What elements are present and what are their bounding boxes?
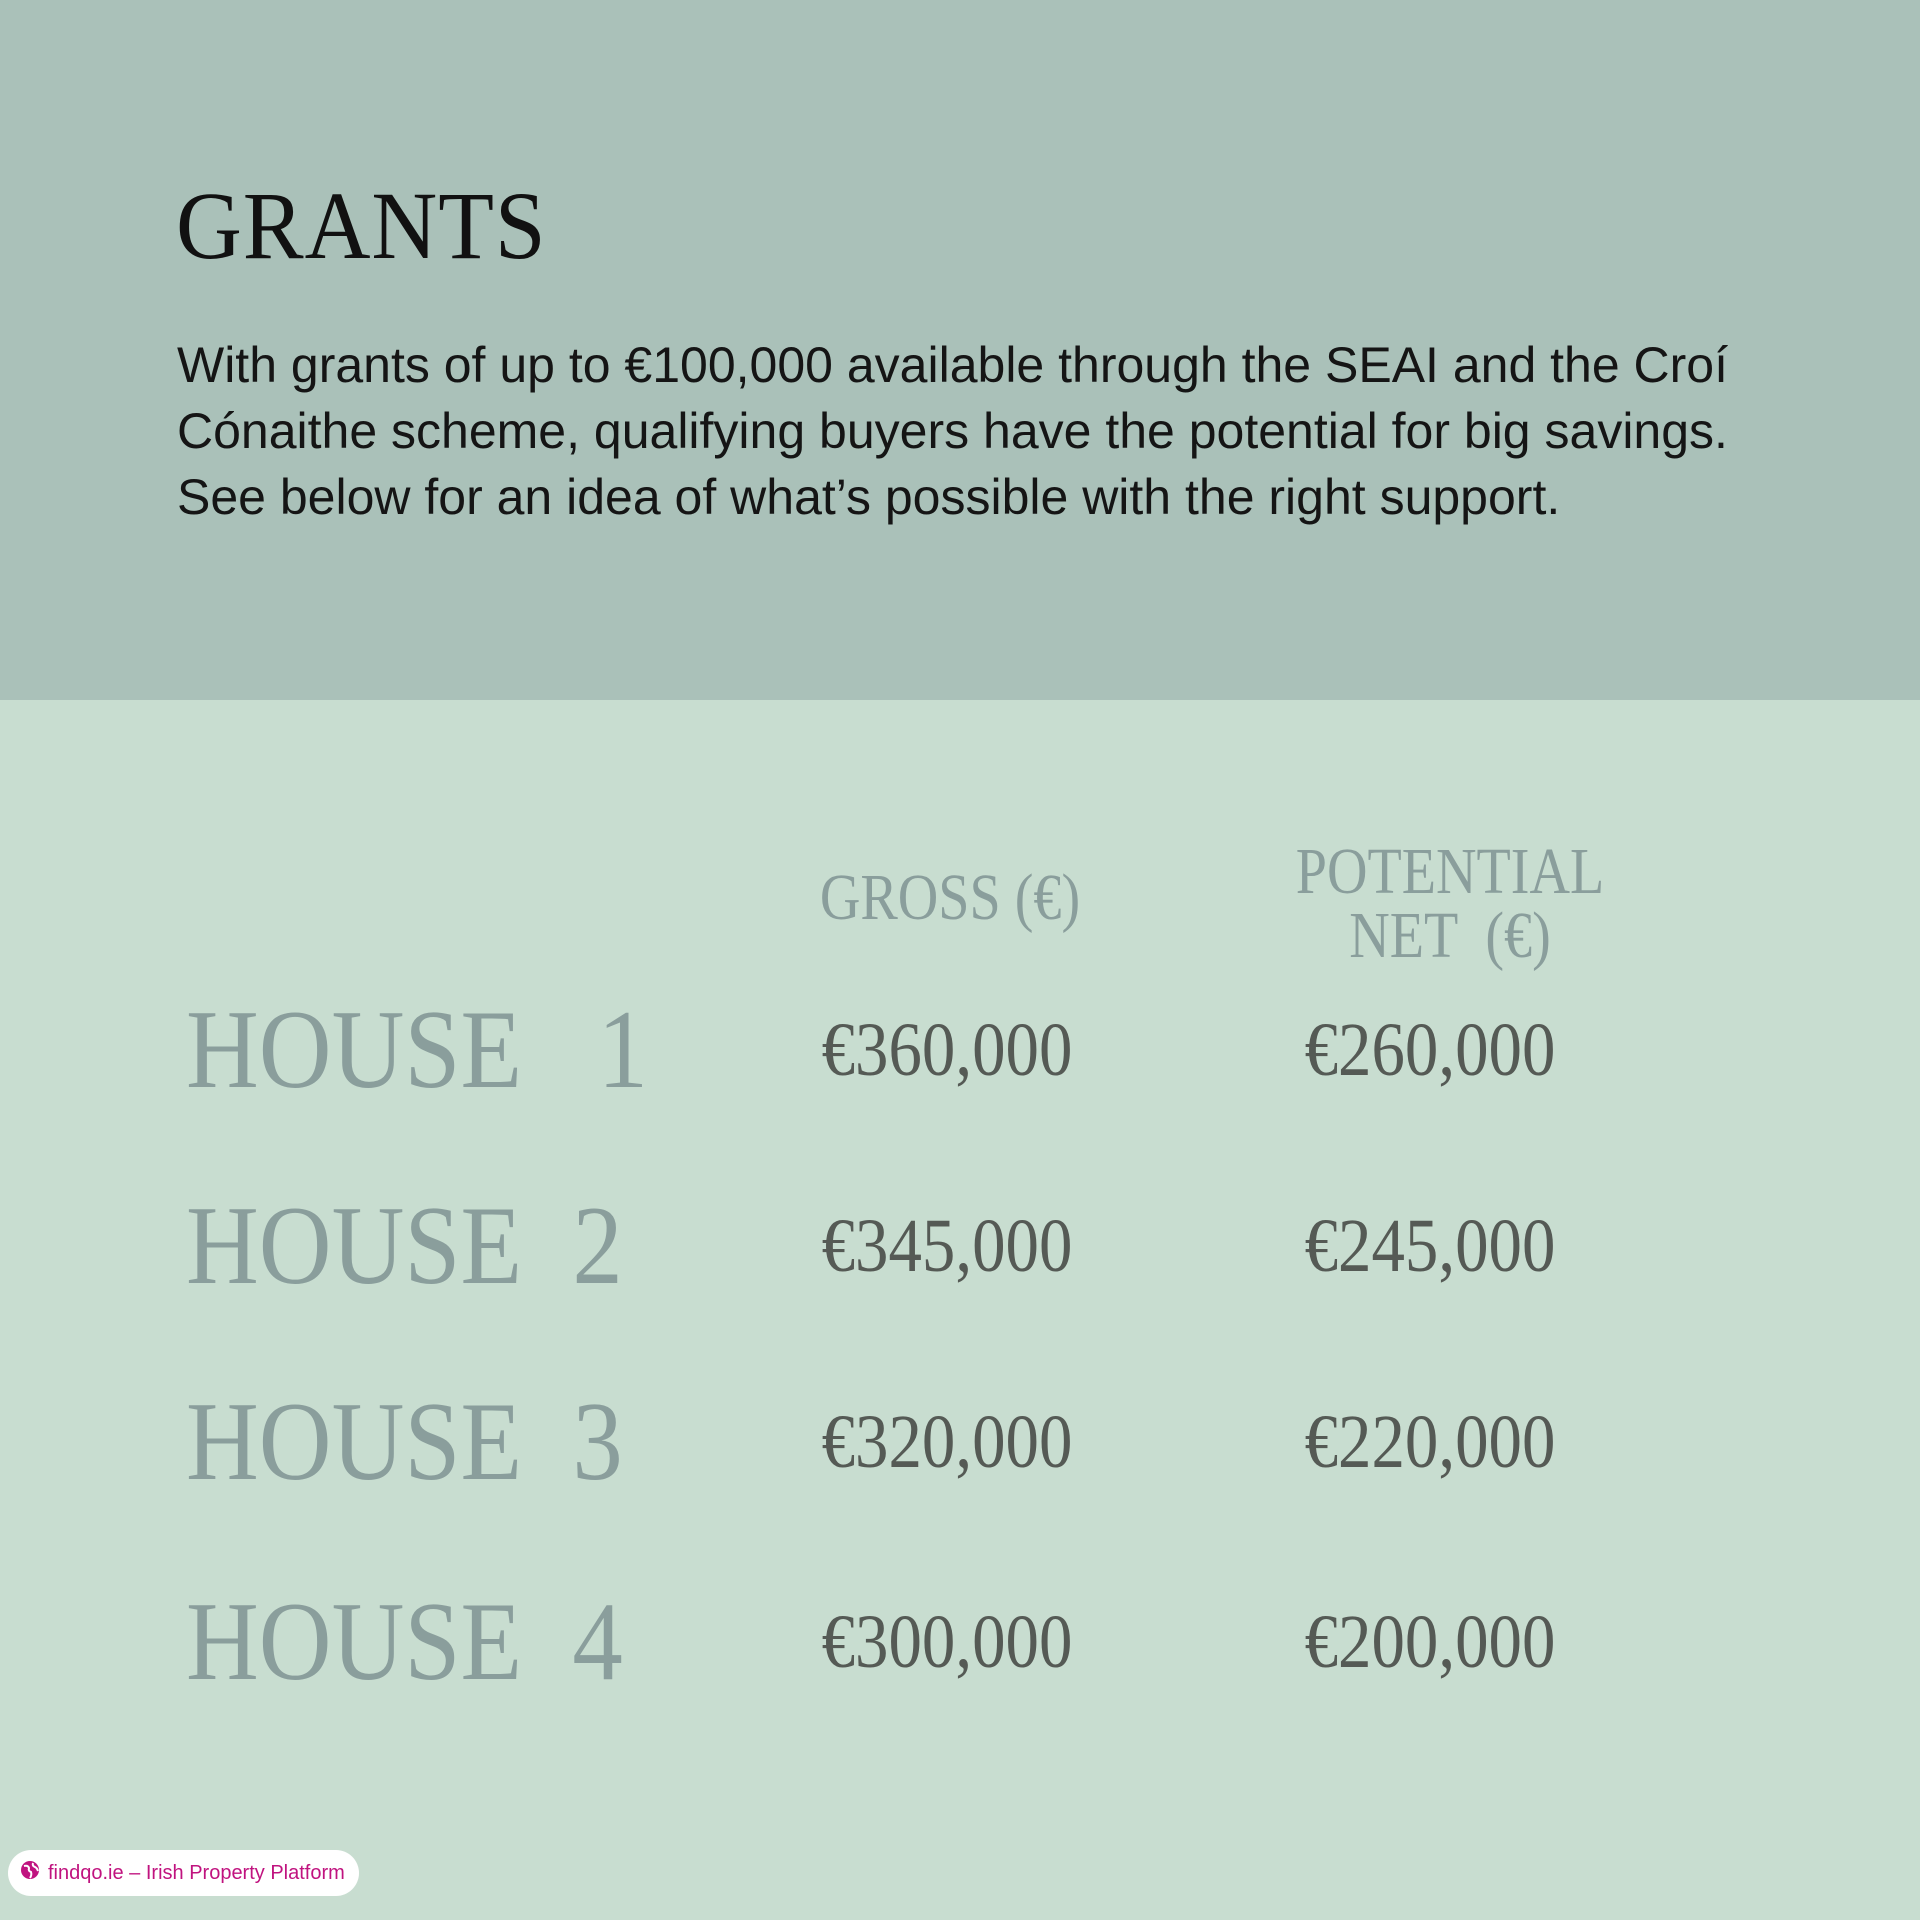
net-value: €220,000 <box>1304 1400 1556 1484</box>
net-value: €200,000 <box>1304 1600 1556 1684</box>
house-label: HOUSE 3 <box>186 1380 623 1504</box>
page-title: GRANTS <box>176 172 547 279</box>
net-column-header <box>1280 835 1620 972</box>
net-value: €245,000 <box>1304 1204 1556 1288</box>
intro-text: With grants of up to €100,000 available through the SEAI and the Croí Cónaithe scheme, qualifying buyers have the potential for big savings. See below for an idea of what’s possible with the right support. <box>177 337 1729 525</box>
source-badge[interactable] <box>8 1850 359 1896</box>
net-header-line1: POTENTIAL <box>1295 835 1605 908</box>
house-label: HOUSE 2 <box>186 1184 623 1308</box>
table-row <box>0 1582 1920 1702</box>
net-header-line2: NET (€) <box>1349 899 1551 972</box>
house-label: HOUSE 4 <box>186 1580 623 1704</box>
gross-value: €360,000 <box>821 1008 1073 1092</box>
table-row <box>0 1382 1920 1502</box>
header-band <box>0 0 1920 700</box>
globe-icon <box>20 1860 40 1886</box>
table-row <box>0 1186 1920 1306</box>
net-value: €260,000 <box>1304 1008 1556 1092</box>
gross-value: €345,000 <box>821 1204 1073 1288</box>
table-row <box>0 990 1920 1110</box>
badge-text: findqo.ie – Irish Property Platform <box>48 1861 345 1884</box>
gross-value: €320,000 <box>821 1400 1073 1484</box>
gross-value: €300,000 <box>821 1600 1073 1684</box>
house-label: HOUSE 1 <box>186 988 649 1112</box>
gross-column-header: GROSS (€) <box>819 861 1081 934</box>
